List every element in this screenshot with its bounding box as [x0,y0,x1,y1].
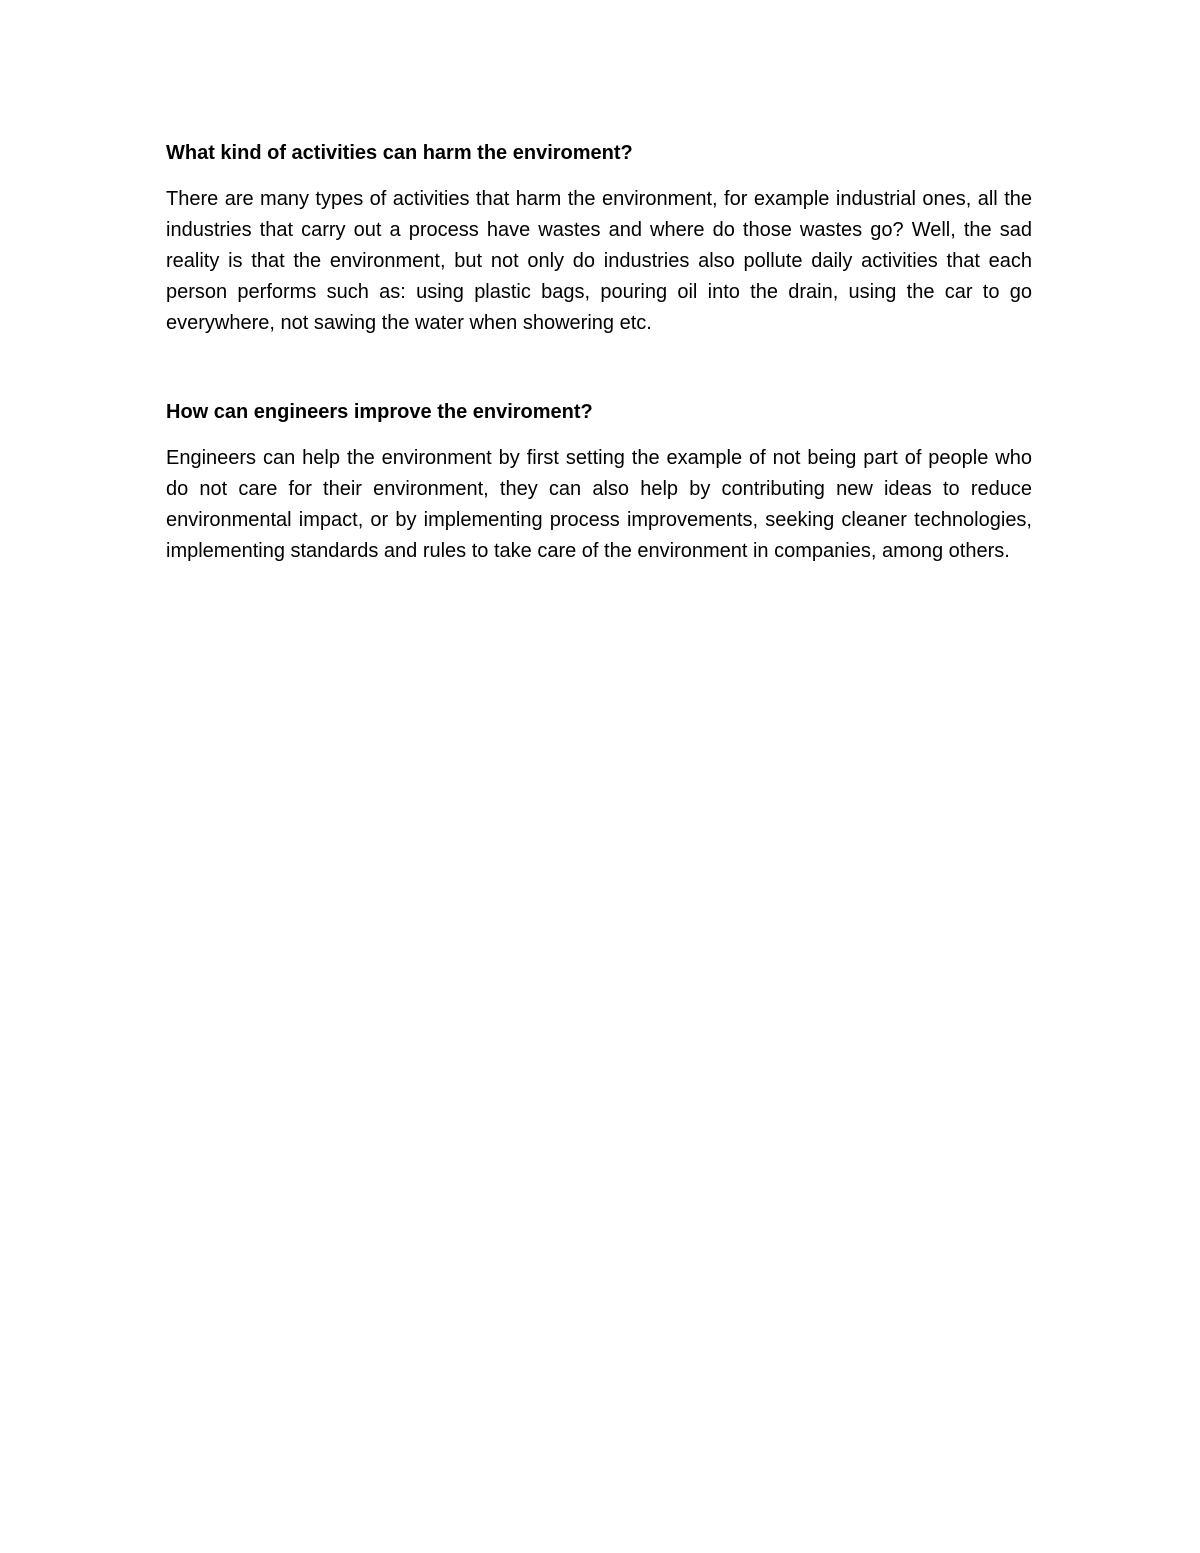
section-paragraph: Engineers can help the environment by first setting the example of not being part of people who do not care for their environment, they can also help by contributing new ideas to reduce environmental impact, or by implementing process improvements, seeking cleaner technologies, implementing standards and rules to take care of the environment in companies, among others. [166,447,1032,562]
section-harm-activities [166,138,1032,339]
section-engineers-improve [166,397,1032,567]
section-paragraph: There are many types of activities that harm the environment, for example industrial ones, all the industries that carry out a process have wastes and where do those wastes go? Well, the sad reality is that the environment, but not only do industries also pollute daily activities that each person performs such as: using plastic bags, pouring oil into the drain, using the car to go everywhere, not sawing the water when showering etc. [166,188,1032,334]
section-heading: What kind of activities can harm the enviroment? [166,142,633,164]
document-page [166,138,1032,567]
section-heading: How can engineers improve the enviroment? [166,401,593,423]
